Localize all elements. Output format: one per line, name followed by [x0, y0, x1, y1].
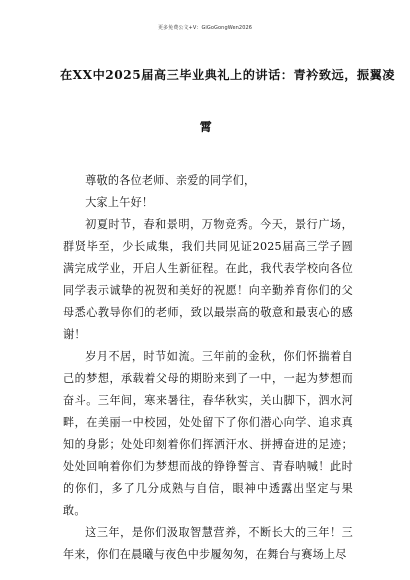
- paragraph-greeting: 大家上午好！: [85, 196, 154, 209]
- document-title-line-1: 在XX中2025届高三毕业典礼上的讲话：青衿致远，振翼凌: [60, 68, 395, 82]
- paragraph-salutation: 尊敬的各位老师、亲爱的同学们，: [85, 174, 256, 187]
- document-title-line-2: 霄: [199, 120, 213, 134]
- document-body: [63, 170, 353, 566]
- paragraph-memories: 岁月不居，时节如流。三年前的金秋，你们怀揣着自己的梦想，承载着父母的期盼来到了一中，一起为梦想而奋斗。三年间，寒来暑往，春华秋实，关山脚下，泗水河畔，在美丽一中校园，处处留下了你们潜心向学、追求真知的身影；处处印刻着你们挥洒汗水、拼搏奋进的足迹；处处回响着你们为梦想而战的铮铮誓言、青春呐喊！此时的你们，多了几分成熟与自信，眼神中透露出坚定与果敢。: [63, 350, 353, 517]
- paragraph-opening: 初夏时节，春和景明，万物竞秀。今天，景行广场，群贤毕至，少长咸集，我们共同见证2025届高三学子圆满完成学业，开启人生新征程。在此，我代表学校向各位同学表示诚挚的祝贺和美好的祝愿！向辛勤养育你们的父母悉心教导你们的老师，致以最崇高的敬意和最衷心的感谢！: [63, 218, 353, 341]
- paragraph-growth: 这三年，是你们汲取智慧营养，不断长大的三年！三年来，你们在晨曦与夜色中步履匆匆，在舞台与赛场上尽: [63, 526, 353, 561]
- header-note: 更多免费公文+V：GiGoGongWen2026: [157, 25, 253, 31]
